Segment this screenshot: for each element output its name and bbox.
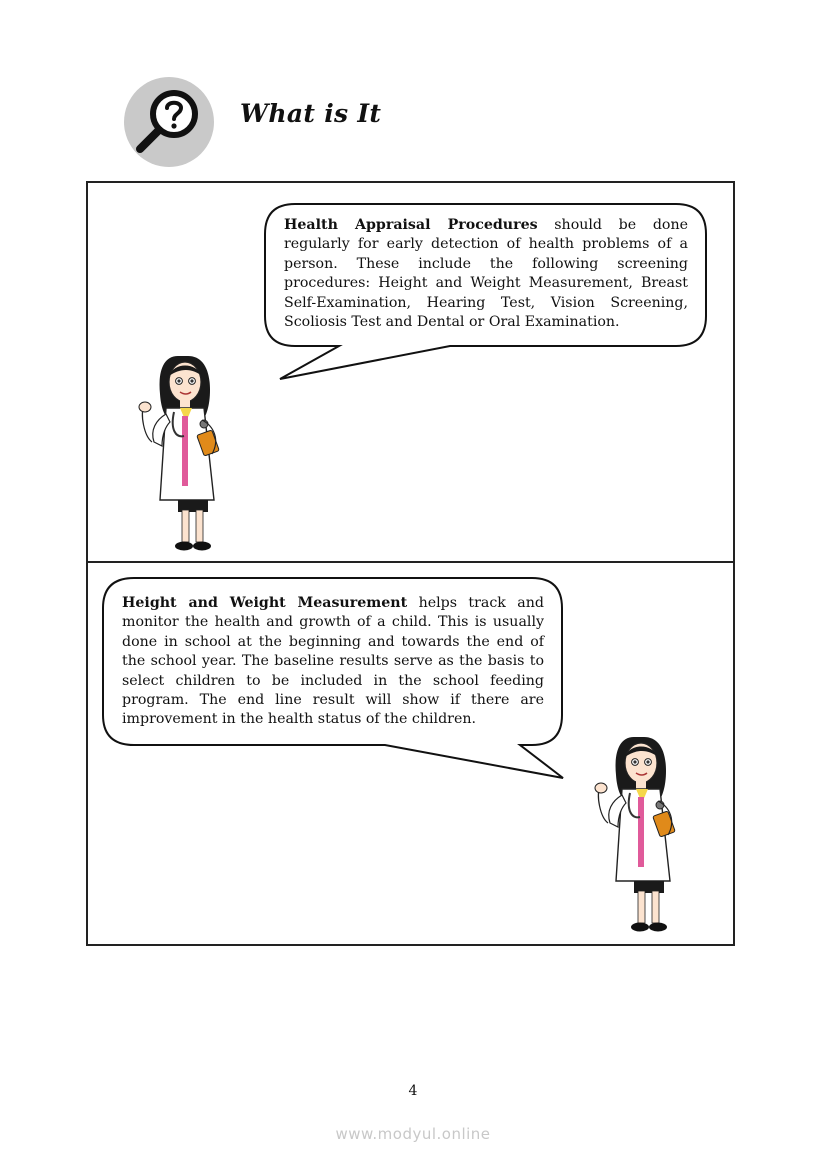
term-health-appraisal: Health Appraisal Procedures: [284, 217, 538, 233]
speech-bubble-1-text: [284, 216, 688, 332]
panel-1-body: should be done regularly for early detection of health problems of a person. These include the following screening procedures: Height and Weight Measurement, Breast Self-Examination, Hearing Test, Vision Screening, Scoliosis Test and Dental or Oral Examination.: [284, 217, 688, 331]
panel-2-body: helps track and monitor the health and growth of a child. This is usually done in school at the beginning and towards the end of the school year. The baseline results serve as the basis to select children to be included in the school feeding program. The end line result will show if there are improvement in the health status of the children.: [122, 595, 544, 728]
watermark: www.modyul.online: [335, 1125, 491, 1143]
doctor-illustration: [592, 731, 692, 936]
term-height-weight: Height and Weight Measurement: [122, 595, 408, 611]
speech-bubble-2-text: [122, 594, 544, 730]
section-title: What is It: [240, 99, 382, 128]
doctor-illustration: [136, 350, 236, 555]
page-number: 4: [408, 1083, 418, 1099]
